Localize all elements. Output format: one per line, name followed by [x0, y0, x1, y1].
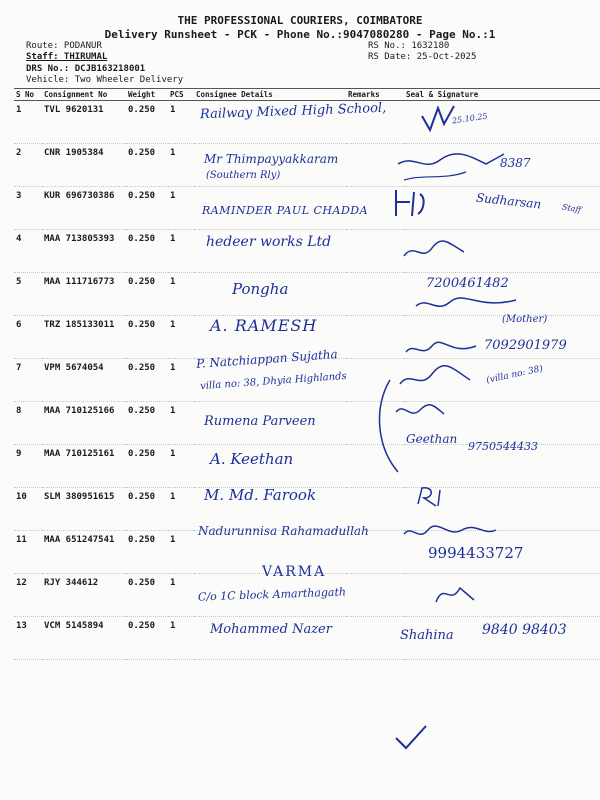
cell-pcs: 1 — [168, 445, 194, 488]
cell-weight: 0.250 — [126, 359, 168, 402]
hw-date-1: 25.10.25 — [451, 111, 489, 126]
checkmark-icon — [390, 722, 430, 752]
hw-note-7: (villa no: 38) — [485, 364, 544, 386]
cell-pcs: 1 — [168, 488, 194, 531]
hw-note-2: (Southern Rly) — [206, 170, 281, 181]
cell-sno: 10 — [14, 488, 42, 531]
cell-remarks — [346, 617, 404, 660]
hw-address-7: villa no: 38, Dhyia Highlands — [199, 370, 348, 393]
vehicle-label: Vehicle: Two Wheeler Delivery — [26, 75, 184, 85]
cell-pcs: 1 — [168, 574, 194, 617]
hw-consignee-8: Rumena Parveen — [204, 414, 316, 429]
cell-pcs: 1 — [168, 144, 194, 187]
hw-phone-6: 7092901979 — [484, 338, 567, 353]
hw-consignee-2: Mr Thimpayyakkaram — [204, 152, 339, 166]
col-pcs: PCS — [168, 89, 194, 101]
scribble-signature-11 — [400, 522, 500, 544]
col-consignee: Consignee Details — [194, 89, 346, 101]
company-title: THE PROFESSIONAL COURIERS, COIMBATORE — [177, 14, 423, 27]
scribble-signature-8 — [390, 400, 450, 424]
cell-consignment: SLM 380951615 — [42, 488, 126, 531]
table-header-row — [14, 89, 600, 101]
scribble-signature-4 — [400, 236, 470, 266]
hw-phone-11: 9994433727 — [428, 544, 524, 562]
cell-weight: 0.250 — [126, 574, 168, 617]
cell-consignment: VPM 5674054 — [42, 359, 126, 402]
hw-consignee-7: P. Natchiappan Sujatha — [195, 347, 339, 371]
cell-sno: 12 — [14, 574, 42, 617]
cell-consignment: RJY 344612 — [42, 574, 126, 617]
cell-consignment: TVL 9620131 — [42, 101, 126, 144]
cell-sno: 5 — [14, 273, 42, 316]
cell-consignment: KUR 696730386 — [42, 187, 126, 230]
col-sno: S No — [14, 89, 42, 101]
rs-date: RS Date: 25-Oct-2025 — [368, 52, 477, 62]
cell-sno: 3 — [14, 187, 42, 230]
cell-sno: 4 — [14, 230, 42, 273]
cell-sno: 7 — [14, 359, 42, 402]
hw-consignee-1: Railway Mixed High School, — [199, 100, 387, 123]
hw-phone-13: 9840 98403 — [482, 622, 567, 638]
cell-sno: 9 — [14, 445, 42, 488]
scribble-signature-2 — [394, 150, 514, 190]
staff-label: Staff: THIRUMAL — [26, 52, 108, 62]
cell-pcs: 1 — [168, 402, 194, 445]
cell-pcs: 1 — [168, 187, 194, 230]
cell-sno: 13 — [14, 617, 42, 660]
cell-weight: 0.250 — [126, 187, 168, 230]
cell-sno: 8 — [14, 402, 42, 445]
sign-mark-3 — [390, 186, 430, 220]
cell-pcs: 1 — [168, 316, 194, 359]
cell-remarks — [346, 316, 404, 359]
scribble-signature-6 — [402, 336, 482, 362]
route-label: Route: PODANUR — [26, 41, 102, 51]
hw-consignee-9: A. Keethan — [210, 450, 294, 468]
cell-pcs: 1 — [168, 230, 194, 273]
hw-signature-13: Shahina — [400, 628, 454, 643]
cell-pcs: 1 — [168, 359, 194, 402]
cell-remarks — [346, 230, 404, 273]
cell-remarks — [346, 574, 404, 617]
cell-sno: 2 — [14, 144, 42, 187]
hw-signature-3: Sudharsan — [475, 190, 542, 212]
hw-consignee-3: RAMINDER PAUL CHADDA — [202, 204, 369, 217]
cell-pcs: 1 — [168, 617, 194, 660]
cell-consignment: MAA 710125166 — [42, 402, 126, 445]
cell-sno: 6 — [14, 316, 42, 359]
cell-weight: 0.250 — [126, 316, 168, 359]
hw-phone-9: 9750544433 — [468, 440, 538, 453]
runsheet-subtitle: Delivery Runsheet - PCK - Phone No.:9047080280 - Page No.:1 — [104, 28, 496, 41]
hw-signature-9: Geethan — [406, 432, 458, 446]
hw-phone-2: 8387 — [500, 156, 531, 170]
col-remarks: Remarks — [346, 89, 404, 101]
initial-signature-10 — [412, 484, 452, 510]
bracket-mark — [370, 376, 410, 476]
cell-pcs: 1 — [168, 101, 194, 144]
hw-consignee-12: VARMA — [262, 564, 327, 580]
hw-consignee-6: A. RAMESH — [210, 316, 318, 335]
cell-consignment: MAA 651247541 — [42, 531, 126, 574]
hw-address-12: C/o 1C block Amarthagath — [197, 585, 347, 604]
col-weight: Weight — [126, 89, 168, 101]
cell-consignment: MAA 713805393 — [42, 230, 126, 273]
cell-weight: 0.250 — [126, 144, 168, 187]
hw-consignee-13: Mohammed Nazer — [210, 622, 332, 637]
col-consignment: Consignment No — [42, 89, 126, 101]
hw-phone-5: 7200461482 — [426, 276, 509, 291]
cell-consignment: VCM 5145894 — [42, 617, 126, 660]
cell-weight: 0.250 — [126, 101, 168, 144]
col-seal: Seal & Signature — [404, 89, 600, 101]
cell-pcs: 1 — [168, 273, 194, 316]
hw-consignee-11: Nadurunnisa Rahamadullah — [198, 524, 369, 538]
sign-mark-12 — [430, 578, 480, 608]
cell-weight: 0.250 — [126, 402, 168, 445]
cell-consignment: MAA 111716773 — [42, 273, 126, 316]
drs-number: DRS No.: DCJB163218001 — [26, 64, 146, 74]
cell-weight: 0.250 — [126, 488, 168, 531]
hw-note-6: (Mother) — [502, 314, 548, 325]
hw-consignee-5: Pongha — [232, 280, 289, 298]
rs-number: RS No.: 1632180 — [368, 41, 450, 51]
cell-sno: 1 — [14, 101, 42, 144]
cell-pcs: 1 — [168, 531, 194, 574]
hw-note-3: Staff — [561, 202, 582, 215]
cell-weight: 0.250 — [126, 273, 168, 316]
cell-consignment: TRZ 185133011 — [42, 316, 126, 359]
cell-weight: 0.250 — [126, 230, 168, 273]
cell-sno: 11 — [14, 531, 42, 574]
cell-consignment: CNR 1905384 — [42, 144, 126, 187]
cell-weight: 0.250 — [126, 617, 168, 660]
hw-consignee-4: hedeer works Ltd — [206, 234, 332, 250]
cell-consignment: MAA 710125161 — [42, 445, 126, 488]
hw-consignee-10: M. Md. Farook — [204, 486, 317, 504]
cell-weight: 0.250 — [126, 531, 168, 574]
cell-remarks — [346, 273, 404, 316]
cell-weight: 0.250 — [126, 445, 168, 488]
